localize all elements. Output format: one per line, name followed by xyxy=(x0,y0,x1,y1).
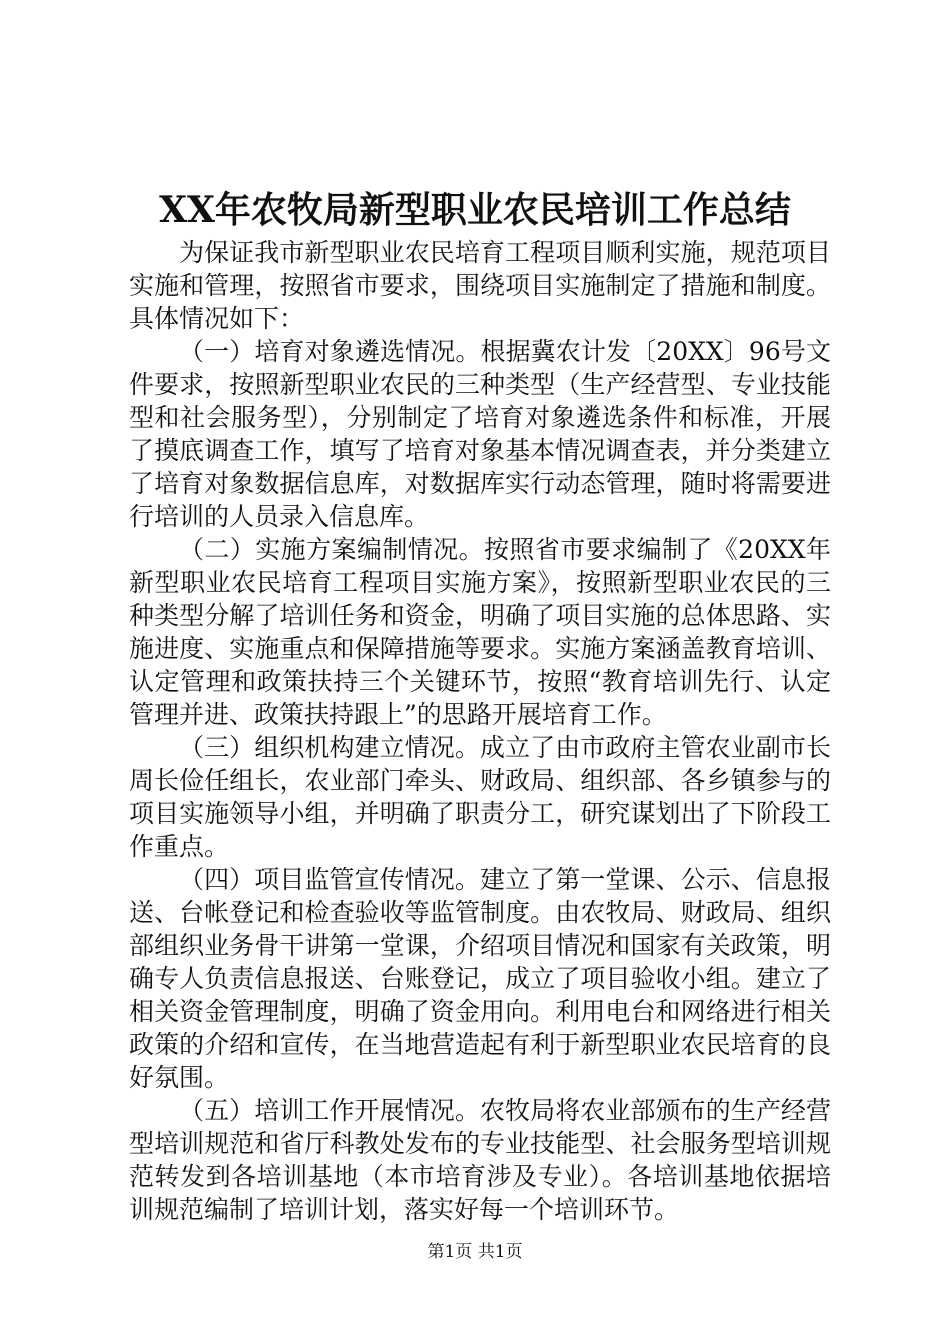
paragraph-section-1: （一）培育对象遴选情况。根据冀农计发〔20XX〕96号文件要求，按照新型职业农民的三种类型（生产经营型、专业技能型和社会服务型），分别制定了培育对象遴选条件和标准，开展了摸底调查工作，填写了培育对象基本情况调查表，并分类建立了培育对象数据信息库，对数据库实行动态管理，随时将需要进行培训的人员录入信息库。 xyxy=(129,337,831,531)
paragraph-section-2: （二）实施方案编制情况。按照省市要求编制了《20XX年新型职业农民培育工程项目实施方案》，按照新型职业农民的三种类型分解了培训任务和资金，明确了项目实施的总体思路、实施进度、实施重点和保障措施等要求。实施方案涵盖教育培训、认定管理和政策扶持三个关键环节，按照“教育培训先行、认定管理并进、政策扶持跟上”的思路开展培育工作。 xyxy=(129,535,831,729)
paragraph-section-3: （三）组织机构建立情况。成立了由市政府主管农业副市长周长俭任组长，农业部门牵头、财政局、组织部、各乡镇参与的项目实施领导小组，并明确了职责分工，研究谋划出了下阶段工作重点。 xyxy=(129,733,831,861)
page-footer: 第1页 共1页 xyxy=(427,1242,523,1262)
document-body xyxy=(129,236,831,1226)
paragraph-section-4: （四）项目监管宣传情况。建立了第一堂课、公示、信息报送、台帐登记和检查验收等监管制度。由农牧局、财政局、组织部组织业务骨干讲第一堂课，介绍项目情况和国家有关政策，明确专人负责信息报送、台账登记，成立了项目验收小组。建立了相关资金管理制度，明确了资金用向。利用电台和网络进行相关政策的介绍和宣传，在当地营造起有利于新型职业农民培育的良好氛围。 xyxy=(129,865,831,1092)
paragraph-section-5: （五）培训工作开展情况。农牧局将农业部颁布的生产经营型培训规范和省厅科教处发布的专业技能型、社会服务型培训规范转发到各培训基地（本市培育涉及专业）。各培训基地依据培训规范编制了培训计划，落实好每一个培训环节。 xyxy=(129,1096,831,1224)
paragraph-intro: 为保证我市新型职业农民培育工程项目顺利实施，规范项目实施和管理，按照省市要求，围绕项目实施制定了措施和制度。具体情况如下： xyxy=(129,238,831,333)
document-title: XX年农牧局新型职业农民培训工作总结 xyxy=(159,189,791,231)
